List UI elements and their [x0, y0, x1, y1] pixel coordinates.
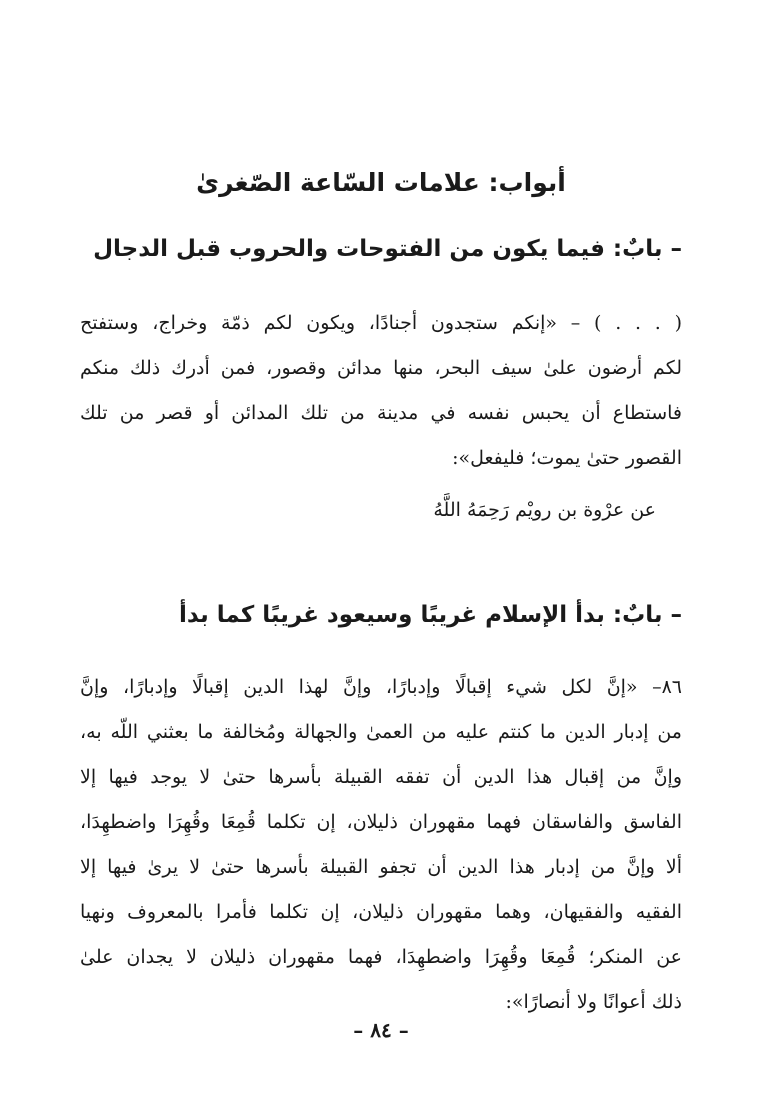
- chapter-heading-conquests: – بابٌ: فيما يكون من الفتوحات والحروب قبل الدجال: [93, 236, 682, 262]
- section-heading: أبواب: علامات السّاعة الصّغرىٰ: [196, 168, 566, 197]
- text-line: ٨٦– «إنَّ لكل شيء إقبالًا وإدبارًا، وإنَّ لهذا الدين إقبالًا وإدبارًا، وإنَّ: [80, 676, 682, 698]
- text-line: عن المنكر؛ قُمِعَا وقُهِرَا واضطهِدَا، فهما مقهوران ذليلان لا يجدان علىٰ: [80, 946, 682, 968]
- text-line: ألا وإنَّ من إدبار هذا الدين أن تجفو القبيلة بأسرها حتىٰ لا يرىٰ فيها إلا: [80, 856, 682, 878]
- text-line: من إدبار الدين ما كنتم عليه من العمىٰ والجهالة ومُخالفة ما بعثني اللّه به،: [80, 721, 682, 743]
- text-line: ذلك أعوانًا ولا أنصارًا»:: [505, 991, 682, 1013]
- text-line: فاستطاع أن يحبس نفسه في مدينة من تلك المدائن أو قصر من تلك: [80, 402, 682, 424]
- text-line: وإنَّ من إقبال هذا الدين أن تفقه القبيلة بأسرها حتىٰ لا يوجد فيها إلا: [80, 766, 682, 788]
- chapter-heading-islam-strange: – بابٌ: بدأ الإسلام غريبًا وسيعود غريبًا كما بدأ: [178, 602, 682, 628]
- narrator-attribution: عن عرْوة بن رويْم رَحِمَهُ اللَّهُ: [433, 499, 656, 521]
- text-line: الفاسق والفاسقان فهما مقهوران ذليلان، إن تكلما قُمِعَا وقُهِرَا واضطهِدَا،: [80, 811, 682, 833]
- hadith-paragraph-conquests: [80, 301, 682, 481]
- text-line: الفقيه والفقيهان، وهما مقهوران ذليلان، إن تكلما فأمرا بالمعروف ونهيا: [80, 901, 682, 923]
- text-line: لكم أرضون علىٰ سيف البحر، منها مدائن وقصور، فمن أدرك ذلك منكم: [80, 357, 682, 379]
- text-line: القصور حتىٰ يموت؛ فليفعل»:: [452, 447, 682, 469]
- text-line: ( . . . ) – «إنكم ستجدون أجنادًا، ويكون لكم ذمّة وخراج، وستفتح: [80, 312, 682, 334]
- page-number: – ٨٤ –: [353, 1018, 409, 1042]
- hadith-paragraph-86: [80, 665, 682, 1025]
